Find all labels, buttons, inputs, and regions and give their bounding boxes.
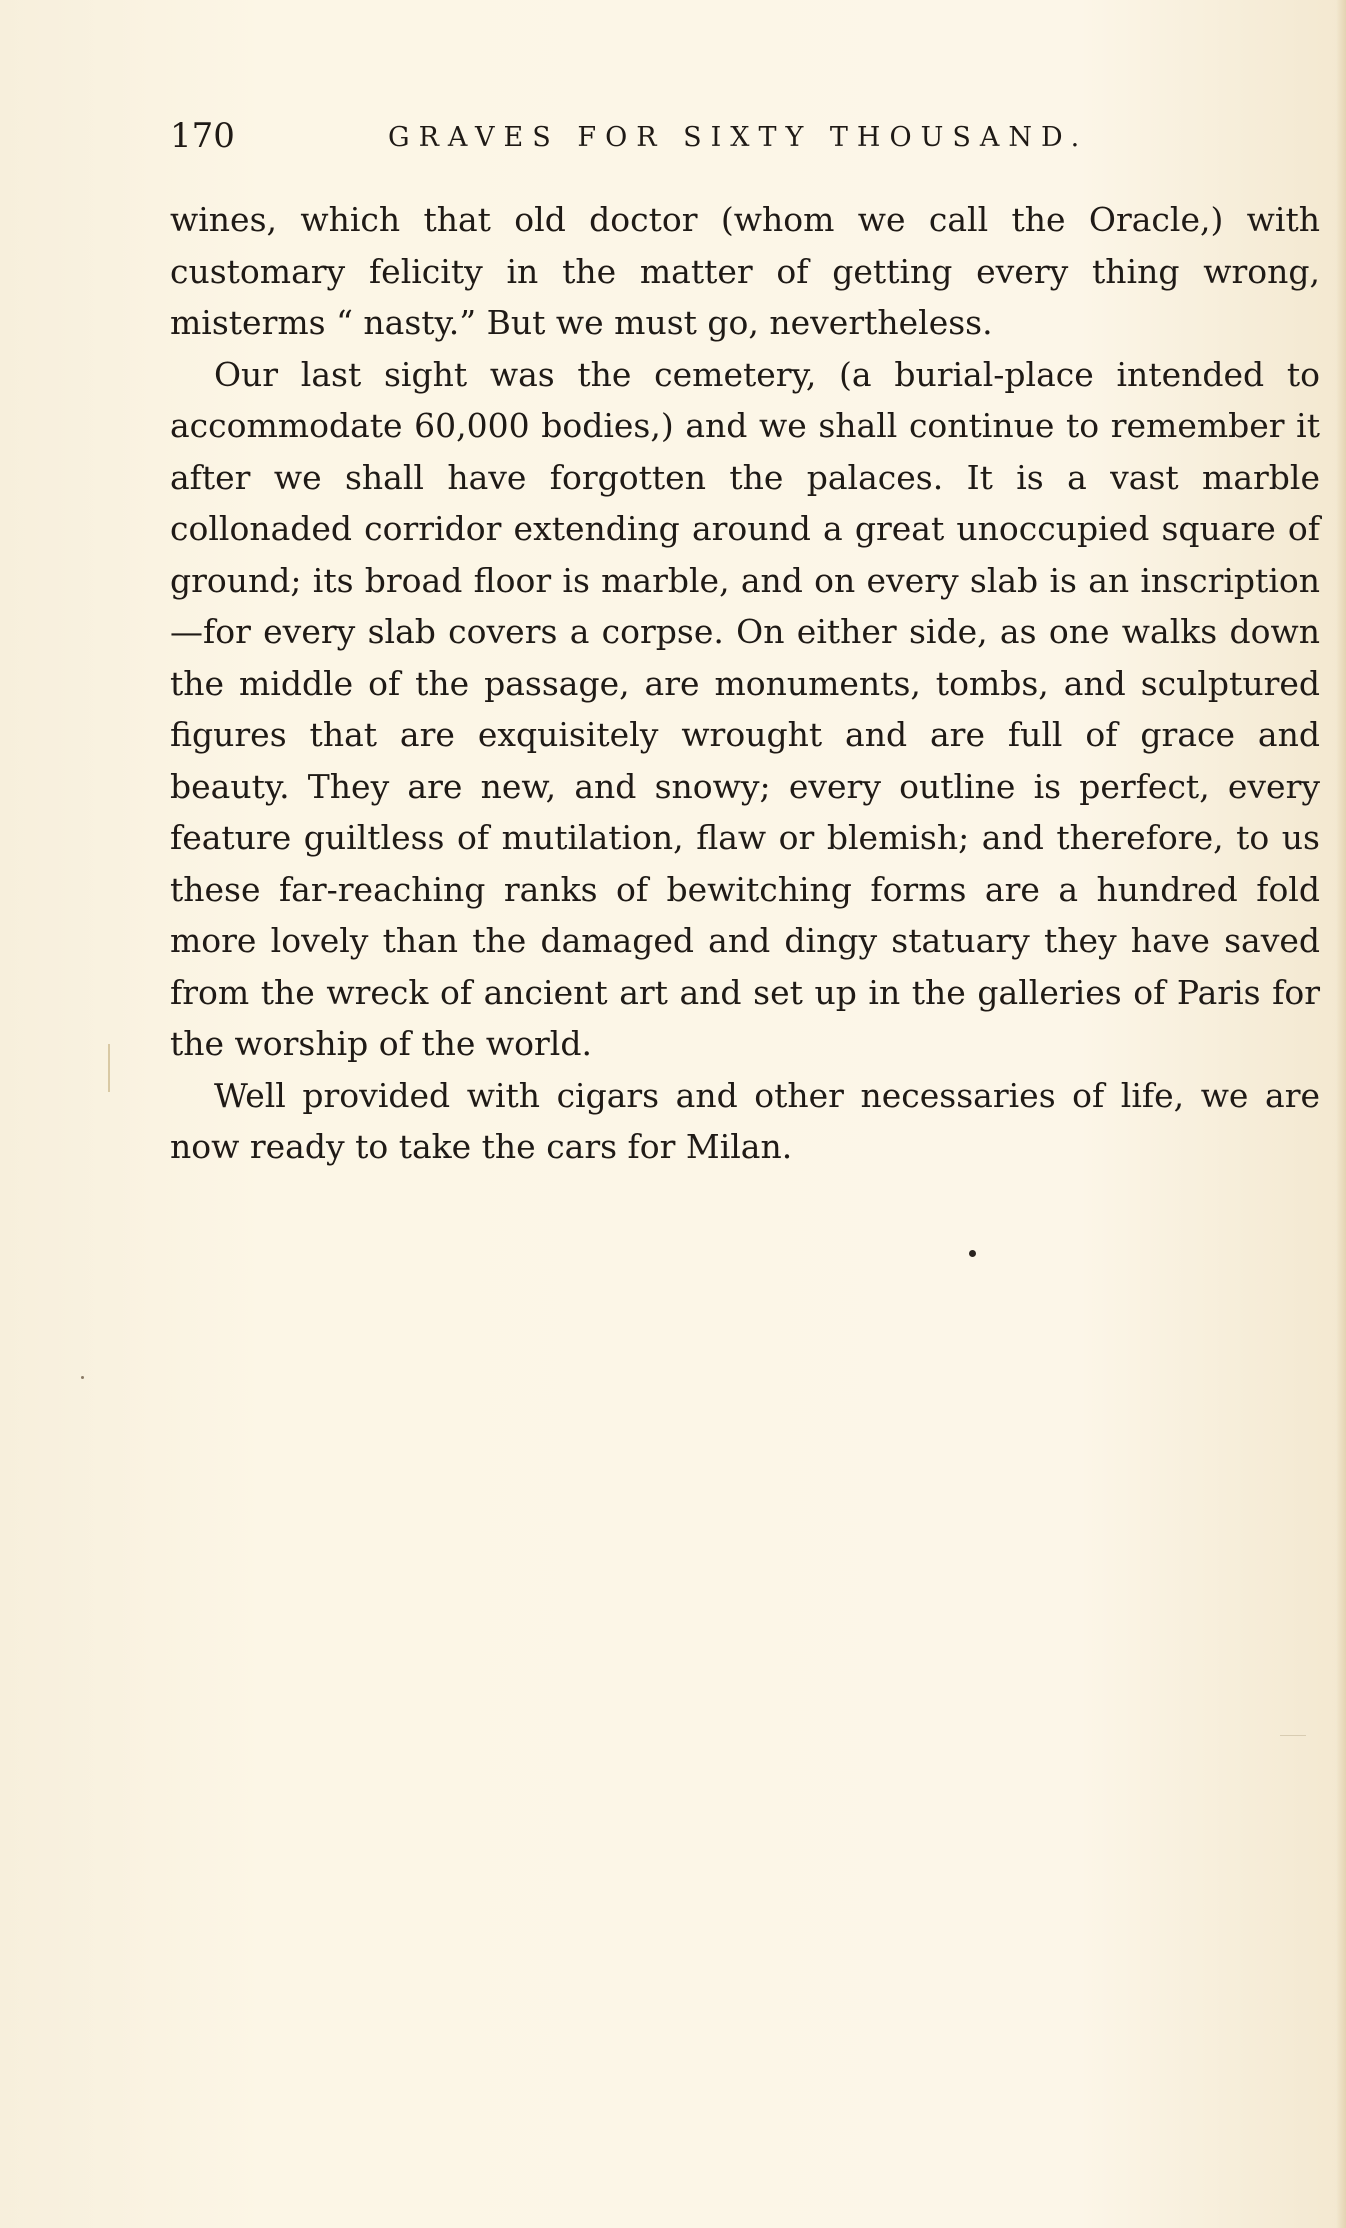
paragraph-continued: wines, which that old doctor (whom we call the Oracle,) with customary felicity in the matter of getting every thing wrong, misterms “ nasty.” But we must go, nevertheless. bbox=[170, 200, 1320, 342]
paragraph-milan: Well provided with cigars and other necessaries of life, we are now ready to take the cars for Milan. bbox=[170, 1075, 1320, 1166]
faint-mark bbox=[1280, 1735, 1306, 1736]
ink-speck bbox=[81, 1376, 84, 1379]
running-head: GRAVES FOR SIXTY THOUSAND. bbox=[388, 122, 1089, 153]
paragraph-cemetery: Our last sight was the cemetery, (a burial-place intended to accommodate 60,000 bodies,) and we shall continue to remember it after we shall have forgotten the palaces. It is a vast marble collonaded corridor extending around a great unoccupied square of ground; its broad floor is marble, and on every slab is an inscription—for every slab covers a corpse. On either side, as one walks down the middle of the passage, are monuments, tombs, and sculptured figures that are exquisitely wrought and are full of grace and beauty. They are new, and snowy; every outline is perfect, every feature guiltless of mutilation, flaw or blemish; and therefore, to us these far-reaching ranks of bewitching forms are a hundred fold more lovely than the damaged and dingy statuary they have saved from the wreck of ancient art and set up in the galleries of Paris for the worship of the world. bbox=[170, 354, 1320, 1063]
body-text bbox=[170, 194, 1320, 1173]
page-edge-shadow bbox=[1336, 0, 1346, 2228]
margin-mark bbox=[108, 1044, 110, 1092]
ink-speck bbox=[969, 1250, 976, 1257]
page-number: 170 bbox=[170, 116, 235, 156]
page-header bbox=[170, 116, 1130, 166]
